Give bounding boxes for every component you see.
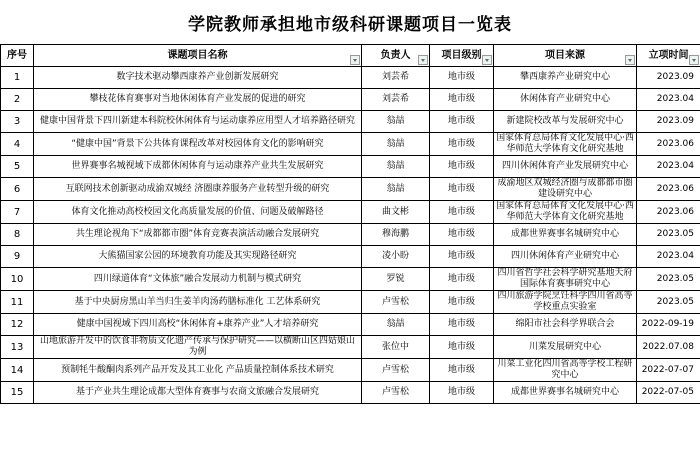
header-date xyxy=(637,45,700,67)
cell-source[interactable]: 攀西康养产业研究中心 xyxy=(494,67,637,89)
filter-dropdown-icon[interactable] xyxy=(482,55,492,65)
cell-index[interactable]: 3 xyxy=(1,111,34,133)
filter-dropdown-icon[interactable] xyxy=(350,55,360,65)
table-row xyxy=(1,111,700,133)
cell-index[interactable]: 9 xyxy=(1,246,34,268)
cell-index[interactable]: 14 xyxy=(1,359,34,382)
cell-name[interactable]: 预制牦牛酸酮肉系列产品开发及其工业化 产品质量控制体系技术研究 xyxy=(34,359,362,382)
filter-dropdown-icon[interactable] xyxy=(418,55,428,65)
cell-source[interactable]: 四川休闲体育产业研究中心 xyxy=(494,246,637,268)
table-row xyxy=(1,224,700,246)
cell-date[interactable]: 2023.04 xyxy=(637,246,700,268)
cell-date[interactable]: 2023.04 xyxy=(637,156,700,178)
header-name xyxy=(34,45,362,67)
cell-source[interactable]: 四川旅游学院烹饪科学四川省高等学校重点实验室 xyxy=(494,291,637,314)
header-source-label: 项目来源 xyxy=(545,50,585,61)
cell-level[interactable]: 地市级 xyxy=(430,156,494,178)
cell-owner[interactable]: 翁喆 xyxy=(362,314,430,336)
cell-index[interactable]: 2 xyxy=(1,89,34,111)
cell-owner[interactable]: 张位中 xyxy=(362,336,430,359)
cell-owner[interactable]: 曲文彬 xyxy=(362,201,430,224)
cell-name[interactable]: 攀枝花体育赛事对当地休闲体育产业发展的促进的研究 xyxy=(34,89,362,111)
cell-index[interactable]: 8 xyxy=(1,224,34,246)
cell-index[interactable]: 6 xyxy=(1,178,34,201)
table-row xyxy=(1,133,700,156)
cell-date[interactable]: 2023.09 xyxy=(637,67,700,89)
table-row xyxy=(1,89,700,111)
cell-level[interactable]: 地市级 xyxy=(430,67,494,89)
header-source xyxy=(494,45,637,67)
cell-name[interactable]: 健康中国背景下四川新建本科院校休闲体育与运动康养应用型人才培养路径研究 xyxy=(34,111,362,133)
cell-index[interactable]: 15 xyxy=(1,382,34,404)
cell-owner[interactable]: 穆海鹏 xyxy=(362,224,430,246)
table-row xyxy=(1,246,700,268)
header-level xyxy=(430,45,494,67)
cell-index[interactable]: 11 xyxy=(1,291,34,314)
header-name-label: 课题项目名称 xyxy=(167,50,228,61)
cell-level[interactable]: 地市级 xyxy=(430,111,494,133)
cell-source[interactable]: 成都世界赛事名城研究中心 xyxy=(494,224,637,246)
header-owner-label: 负责人 xyxy=(380,50,411,61)
cell-date[interactable]: 2023.05 xyxy=(637,268,700,291)
cell-level[interactable]: 地市级 xyxy=(430,246,494,268)
cell-date[interactable]: 2022.07.08 xyxy=(637,336,700,359)
cell-source[interactable]: 绵阳市社会科学界联合会 xyxy=(494,314,637,336)
cell-name[interactable]: “健康中国”背景下公共体育课程改革对校园体育文化的影响研究 xyxy=(34,133,362,156)
cell-name[interactable]: 大熊猫国家公园的环境教育功能及其实现路径研究 xyxy=(34,246,362,268)
cell-owner[interactable]: 翁喆 xyxy=(362,133,430,156)
cell-owner[interactable]: 刘芸希 xyxy=(362,67,430,89)
cell-owner[interactable]: 卢雪松 xyxy=(362,291,430,314)
table-row xyxy=(1,67,700,89)
cell-name[interactable]: 共生理论视角下“成都都市圈”体育竞赛表演活动融合发展研究 xyxy=(34,224,362,246)
table-row xyxy=(1,382,700,404)
cell-date[interactable]: 2022-07-07 xyxy=(637,359,700,382)
cell-source[interactable]: 国家体育总局体育文化发展中心·西华师范大学体育文化研究基地 xyxy=(494,133,637,156)
filter-dropdown-icon[interactable] xyxy=(689,55,699,65)
cell-name[interactable]: 体育文化推动高校校园文化高质量发展的价值、问题及破解路径 xyxy=(34,201,362,224)
cell-source[interactable]: 成都世界赛事名城研究中心 xyxy=(494,382,637,404)
projects-table xyxy=(0,44,700,404)
header-index xyxy=(1,45,34,67)
cell-level[interactable]: 地市级 xyxy=(430,89,494,111)
cell-name[interactable]: 世界赛事名城视域下成都休闲体育与运动康养产业共生发展研究 xyxy=(34,156,362,178)
table-row xyxy=(1,336,700,359)
cell-date[interactable]: 2023.09 xyxy=(637,111,700,133)
cell-owner[interactable]: 翁喆 xyxy=(362,111,430,133)
cell-date[interactable]: 2022-09-19 xyxy=(637,314,700,336)
cell-date[interactable]: 2023.05 xyxy=(637,291,700,314)
cell-date[interactable]: 2023.06 xyxy=(637,178,700,201)
cell-index[interactable]: 4 xyxy=(1,133,34,156)
cell-level[interactable]: 地市级 xyxy=(430,268,494,291)
cell-index[interactable]: 13 xyxy=(1,336,34,359)
cell-date[interactable]: 2023.05 xyxy=(637,224,700,246)
cell-owner[interactable]: 罗锐 xyxy=(362,268,430,291)
cell-source[interactable]: 新建院校改革与发展研究中心 xyxy=(494,111,637,133)
cell-owner[interactable]: 卢雪松 xyxy=(362,359,430,382)
cell-name[interactable]: 基于产业共生理论成都大型体育赛事与农商文旅融合发展研究 xyxy=(34,382,362,404)
table-row xyxy=(1,201,700,224)
cell-date[interactable]: 2022-07-05 xyxy=(637,382,700,404)
cell-source[interactable]: 四川休闲体育产业发展研究中心 xyxy=(494,156,637,178)
table-row xyxy=(1,359,700,382)
cell-owner[interactable]: 翁喆 xyxy=(362,156,430,178)
cell-date[interactable]: 2023.04 xyxy=(637,89,700,111)
cell-index[interactable]: 5 xyxy=(1,156,34,178)
cell-index[interactable]: 7 xyxy=(1,201,34,224)
cell-level[interactable]: 地市级 xyxy=(430,314,494,336)
cell-name[interactable]: 互联网技术创新驱动成渝双城经 济圈康养服务产业转型升级的研究 xyxy=(34,178,362,201)
cell-name[interactable]: 基于中央厨房黑山羊当归生姜羊肉汤药膳标准化 工艺体系研究 xyxy=(34,291,362,314)
cell-owner[interactable]: 刘芸希 xyxy=(362,89,430,111)
cell-name[interactable]: 山地旅游开发中的饮食非物质文化遗产传承与保护研究——以横断山区四姑娘山为例 xyxy=(34,336,362,359)
cell-name[interactable]: 健康中国视域下四川高校“休闲体育+康养产业”人才培养研究 xyxy=(34,314,362,336)
cell-level[interactable]: 地市级 xyxy=(430,178,494,201)
sheet-title: 学院教师承担地市级科研课题项目一览表 xyxy=(0,0,700,45)
cell-name[interactable]: 四川绿道体育“文体旅”融合发展动力机制与模式研究 xyxy=(34,268,362,291)
cell-source[interactable]: 成渝地区双城经济圈与成都都市圈建设研究中心 xyxy=(494,178,637,201)
cell-owner[interactable]: 凌小盼 xyxy=(362,246,430,268)
cell-name[interactable]: 数字技术驱动攀西康养产业创新发展研究 xyxy=(34,67,362,89)
cell-level[interactable]: 地市级 xyxy=(430,359,494,382)
header-owner xyxy=(362,45,430,67)
table-row xyxy=(1,314,700,336)
cell-source[interactable]: 国家体育总局体育文化发展中心·西华师范大学体育文化研究基地 xyxy=(494,201,637,224)
cell-date[interactable]: 2023.06 xyxy=(637,201,700,224)
table-row xyxy=(1,291,700,314)
cell-level[interactable]: 地市级 xyxy=(430,133,494,156)
table-row xyxy=(1,178,700,201)
cell-source[interactable]: 川菜发展研究中心 xyxy=(494,336,637,359)
cell-source[interactable]: 休闲体育产业研究中心 xyxy=(494,89,637,111)
cell-level[interactable]: 地市级 xyxy=(430,201,494,224)
cell-owner[interactable]: 卢雪松 xyxy=(362,382,430,404)
cell-level[interactable]: 地市级 xyxy=(430,382,494,404)
filter-dropdown-icon[interactable] xyxy=(625,55,635,65)
cell-owner[interactable]: 翁喆 xyxy=(362,178,430,201)
table-row xyxy=(1,268,700,291)
cell-source[interactable]: 川菜工业化四川省高等学校工程研究中心 xyxy=(494,359,637,382)
cell-level[interactable]: 地市级 xyxy=(430,224,494,246)
header-level-label: 项目级别 xyxy=(441,50,482,61)
cell-level[interactable]: 地市级 xyxy=(430,336,494,359)
cell-index[interactable]: 12 xyxy=(1,314,34,336)
header-row xyxy=(1,45,700,67)
cell-index[interactable]: 1 xyxy=(1,67,34,89)
cell-source[interactable]: 四川省哲学社会科学研究基地天府国际体育赛事研究中心 xyxy=(494,268,637,291)
header-date-label: 立项时间 xyxy=(648,50,689,61)
cell-level[interactable]: 地市级 xyxy=(430,291,494,314)
table-row xyxy=(1,156,700,178)
header-index-label: 序号 xyxy=(7,50,27,61)
cell-date[interactable]: 2023.06 xyxy=(637,133,700,156)
cell-index[interactable]: 10 xyxy=(1,268,34,291)
